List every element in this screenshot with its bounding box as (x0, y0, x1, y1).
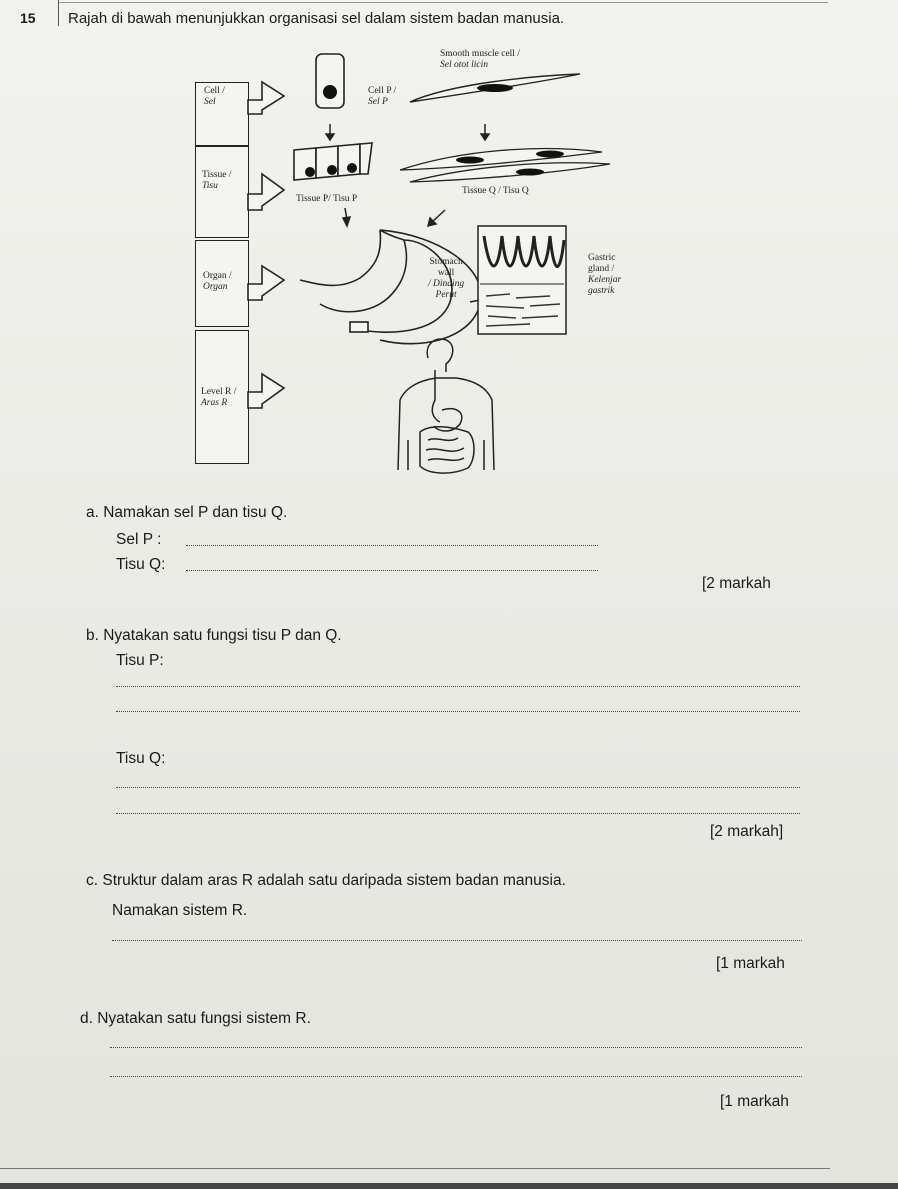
level-label-organ (203, 271, 232, 293)
arrow-icon (248, 82, 284, 114)
stomach-wall-label-l1: Stomach (429, 257, 463, 267)
bottom-rule (0, 1168, 830, 1169)
stomach-wall-label-l3: / Dinding (428, 279, 465, 289)
part-a-marks: [2 markah (702, 575, 771, 592)
human-body-drawing (398, 339, 494, 473)
arrow-icon (248, 374, 284, 408)
smooth-muscle-label-ms: Sel otot licin (440, 60, 489, 70)
part-d-answer-line-2[interactable] (110, 1076, 802, 1077)
stomach-wall-label-l4: Perut (435, 290, 457, 300)
arrow-icon (248, 266, 284, 300)
part-b-tisu-q-answer-line-2[interactable] (116, 813, 800, 814)
part-c-prompt: c. Struktur dalam aras R adalah satu daripada sistem badan manusia. (86, 872, 566, 889)
cell-p-label-en: Cell P / (368, 86, 397, 96)
gastric-gland-label (588, 253, 621, 297)
level-label-organ-en: Organ / (203, 271, 232, 281)
level-label-tissue-ms: Tisu (202, 181, 218, 191)
part-a-tisu-q-label: Tisu Q: (116, 556, 166, 573)
level-label-tissue-en: Tissue / (202, 170, 232, 180)
part-d-answer-line-1[interactable] (110, 1047, 802, 1048)
part-d-marks: [1 markah (720, 1093, 789, 1110)
question-heading: Rajah di bawah menunjukkan organisasi sel dalam sistem badan manusia. (68, 10, 565, 27)
gastric-gland-label-l1: Gastric (588, 253, 616, 263)
gastric-gland-label-l3: Kelenjar (588, 275, 622, 285)
part-c-marks: [1 markah (716, 955, 785, 972)
arrow-icon (248, 174, 284, 210)
part-a-prompt: a. Namakan sel P dan tisu Q. (86, 504, 288, 521)
part-b-tisu-p-label: Tisu P: (116, 652, 164, 669)
level-label-cell (204, 86, 225, 108)
gastric-gland-label-l2: gland / (588, 264, 615, 274)
question-number-divider (58, 0, 59, 26)
stomach-wall-label (428, 257, 464, 301)
part-d-prompt: d. Nyatakan satu fungsi sistem R. (80, 1010, 311, 1027)
level-label-cell-ms: Sel (204, 97, 216, 107)
tissue-p-drawing (294, 143, 372, 180)
part-b-marks: [2 markah] (710, 823, 784, 840)
smooth-muscle-cell-drawing (410, 74, 580, 102)
level-label-organ-ms: Organ (203, 282, 228, 292)
part-b-tisu-p-answer-line-1[interactable] (116, 686, 800, 687)
top-rule (58, 2, 828, 3)
tissue-q-drawing (400, 149, 610, 182)
part-b-prompt: b. Nyatakan satu fungsi tisu P dan Q. (86, 627, 342, 644)
cell-p-drawing (316, 54, 344, 108)
part-a-sel-p-answer-line[interactable] (186, 545, 598, 546)
part-b-tisu-p-answer-line-2[interactable] (116, 711, 800, 712)
gastric-gland-drawing (478, 226, 566, 334)
part-c-answer-line[interactable] (112, 940, 802, 941)
cell-p-label (368, 86, 396, 108)
bottom-edge (0, 1183, 898, 1189)
tissue-q-label: Tissue Q / Tisu Q (462, 186, 529, 196)
stomach-wall-label-l2: wall (437, 268, 455, 278)
tissue-p-label: Tissue P/ Tisu P (296, 194, 358, 204)
cell-p-label-ms: Sel P (368, 97, 388, 107)
question-number: 15 (20, 10, 36, 26)
smooth-muscle-label-en: Smooth muscle cell / (440, 49, 520, 59)
gastric-gland-label-l4: gastrik (588, 286, 615, 296)
level-label-tissue (202, 170, 231, 192)
level-label-cell-en: Cell / (204, 86, 225, 96)
part-a-tisu-q-answer-line[interactable] (186, 570, 598, 571)
level-label-level-r-ms: Aras R (201, 398, 228, 408)
level-label-level-r (201, 387, 236, 409)
part-a-sel-p-label: Sel P : (116, 531, 162, 548)
smooth-muscle-label (440, 49, 520, 71)
part-c-subprompt: Namakan sistem R. (112, 902, 248, 919)
part-b-tisu-q-label: Tisu Q: (116, 750, 166, 767)
part-b-tisu-q-answer-line-1[interactable] (116, 787, 800, 788)
level-label-level-r-en: Level R / (201, 387, 237, 397)
